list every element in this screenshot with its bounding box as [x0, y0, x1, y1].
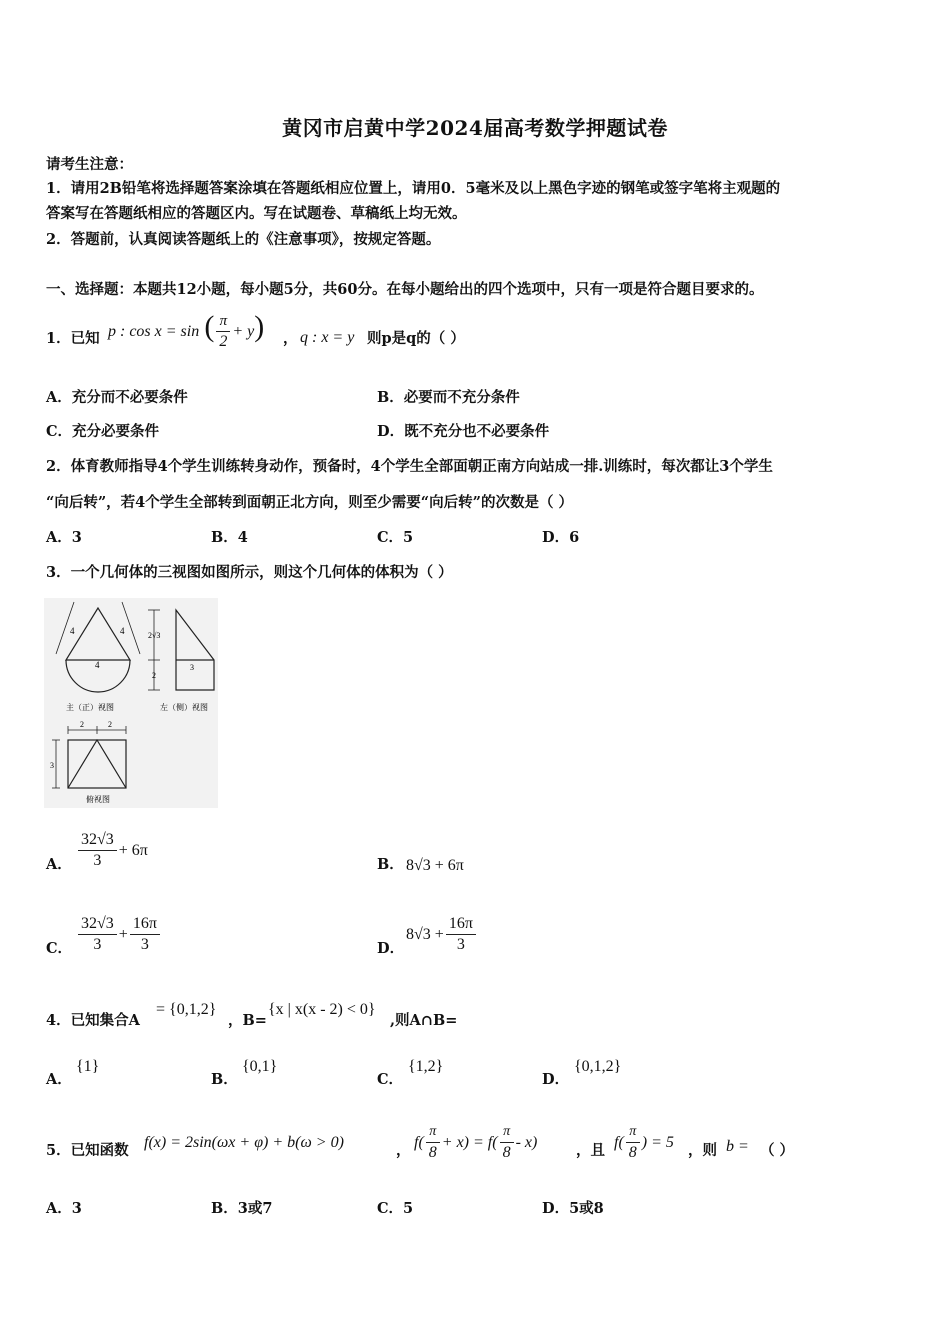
q5-option-c[interactable]: C．5: [377, 1200, 414, 1217]
q3-a-tail: + 6π: [118, 842, 148, 859]
q5-c2-den: 8: [628, 1144, 637, 1161]
notice-item-1-line-1: 1．请用2B铅笔将选择题答案涂填在答题纸相应位置上，请用0．5毫米及以上黑色字迹的钢笔或签字笔将主观题的: [46, 180, 781, 197]
q3-stem: 3．一个几何体的三视图如图所示，则这个几何体的体积为（ ）: [46, 564, 453, 581]
q2-option-a[interactable]: A．3: [46, 529, 82, 546]
q5-function: f(x) = 2sin(ωx + φ) + b(ω > 0): [144, 1134, 344, 1151]
q5-c1-c: - x): [515, 1134, 538, 1151]
q1-p-statement: p : cos x = sin ( $\frac{\pi}{2}$ + y): [108, 310, 265, 350]
q3-option-b-label[interactable]: B．: [377, 856, 404, 873]
q1-comma: ，: [283, 330, 298, 347]
q5-c1-den-2: 8: [502, 1144, 511, 1161]
q2-line-2: “向后转”，若4个学生全部转到面朝正北方向，则至少需要“向后转”的次数是（ ）: [46, 494, 573, 511]
q5-suffix: （ ）: [760, 1142, 795, 1159]
top-dim-3: 3: [50, 761, 54, 770]
q5-option-d[interactable]: D．5或8: [542, 1200, 604, 1217]
q4-set-b: {x | x(x - 2) < 0}: [268, 1001, 376, 1018]
top-dim-2-right: 2: [108, 720, 112, 729]
q5-c2-num: π: [626, 1122, 640, 1143]
q4-suffix: ,则A∩B=: [390, 1012, 458, 1029]
notice-item-2: 2．答题前，认真阅读答题纸上的《注意事项》，按规定答题。: [46, 231, 441, 248]
q5-comma: ，: [396, 1142, 411, 1159]
q3-option-a-expr[interactable]: [76, 830, 148, 871]
front-dim-4-right: 4: [120, 626, 125, 636]
side-dim-2: 2: [152, 671, 156, 680]
q5-option-a[interactable]: A．3: [46, 1200, 82, 1217]
section-1-heading: 一、选择题：本题共12小题，每小题5分，共60分。在每小题给出的四个选项中，只有一项是符合题目要求的。: [46, 281, 764, 298]
q4-option-a[interactable]: {1}: [76, 1058, 100, 1075]
q1-prefix: 1．已知: [46, 330, 100, 347]
q1-option-c[interactable]: C．充分必要条件: [46, 423, 160, 440]
q5-c2-b: ) = 5: [641, 1134, 674, 1151]
q3-d-den: 3: [456, 936, 465, 953]
q4-option-c[interactable]: {1,2}: [408, 1058, 444, 1075]
front-dim-4-bottom: 4: [95, 660, 100, 670]
q4-option-d-label[interactable]: D．: [542, 1071, 570, 1088]
q5-c1-b: + x) = f(: [441, 1134, 498, 1151]
q3-d-num: 16π: [446, 914, 476, 935]
q3-c-num-2: 16π: [130, 914, 160, 935]
q1-option-b[interactable]: B．必要而不充分条件: [377, 389, 520, 406]
q4-option-a-label[interactable]: A．: [46, 1071, 72, 1088]
notice-heading: 请考生注意：: [46, 156, 133, 173]
q3-d-head: 8√3 +: [406, 926, 444, 943]
front-view-label: 主（正）视图: [66, 703, 114, 712]
q3-c-plus: +: [118, 926, 128, 943]
q4-set-a: = {0,1,2}: [156, 1001, 217, 1018]
q1-plus-y: + y: [232, 323, 255, 340]
q4-option-b[interactable]: {0,1}: [242, 1058, 278, 1075]
three-view-figure: [44, 598, 218, 808]
q2-option-b[interactable]: B．4: [211, 529, 248, 546]
q5-condition-1: [414, 1122, 537, 1163]
q3-c-den-1: 3: [93, 936, 102, 953]
side-view-label: 左（侧）视图: [160, 703, 208, 712]
page-title: 黄冈市启黄中学2024届高考数学押题试卷: [282, 116, 668, 140]
q5-condition-2: [614, 1122, 674, 1163]
q5-c1-a: f(: [414, 1134, 424, 1151]
q2-line-1: 2．体育教师指导4个学生训练转身动作，预备时，4个学生全部面朝正南方向站成一排.训练时，每次都让3个学生: [46, 458, 773, 475]
q5-c1-num-2: π: [500, 1122, 514, 1143]
q1-option-d[interactable]: D．既不充分也不必要条件: [377, 423, 550, 440]
q5-option-b[interactable]: B．3或7: [211, 1200, 273, 1217]
front-dim-4-left: 4: [70, 626, 75, 636]
q5-c1-num-1: π: [426, 1122, 440, 1143]
q3-option-a-label[interactable]: A．: [46, 856, 72, 873]
q4-option-c-label[interactable]: C．: [377, 1071, 404, 1088]
top-view-label: 俯视图: [86, 795, 110, 804]
q5-prefix: 5．已知函数: [46, 1142, 129, 1159]
q1-q-expr: q : x = y: [300, 329, 355, 346]
q2-option-c[interactable]: C．5: [377, 529, 414, 546]
q3-option-c-label[interactable]: C．: [46, 940, 73, 957]
q1-frac-den: 2: [219, 333, 228, 350]
q3-a-num: 32√3: [78, 830, 117, 851]
q1-option-a[interactable]: A．充分而不必要条件: [46, 389, 188, 406]
q3-c-den-2: 3: [140, 936, 149, 953]
side-dim-3: 3: [190, 663, 194, 672]
top-dim-2-left: 2: [80, 720, 84, 729]
q4-prefix: 4．已知集合A: [46, 1012, 140, 1029]
side-dim-2sqrt3: 2√3: [148, 631, 161, 640]
q3-option-c-expr[interactable]: [76, 914, 162, 955]
q4-option-b-label[interactable]: B．: [211, 1071, 238, 1088]
q3-option-b-expr[interactable]: 8√3 + 6π: [406, 857, 464, 874]
q4-option-d[interactable]: {0,1,2}: [574, 1058, 622, 1075]
q1-frac-num: π: [216, 311, 230, 332]
notice-item-1-line-2: 答案写在答题纸相应的答题区内。写在试题卷、草稿纸上均无效。: [46, 205, 467, 222]
q3-c-num-1: 32√3: [78, 914, 117, 935]
q1-p-expr: p : cos x = sin: [108, 323, 200, 340]
q5-c2-a: f(: [614, 1134, 624, 1151]
q1-suffix: 则p是q的（ ）: [367, 330, 465, 347]
q5-and: ，且: [576, 1142, 605, 1159]
q2-option-d[interactable]: D．6: [542, 529, 580, 546]
q5-c1-den-1: 8: [428, 1144, 437, 1161]
q5-then: ，则: [688, 1142, 717, 1159]
q3-option-d-label[interactable]: D．: [377, 940, 405, 957]
q4-mid: ，B=: [228, 1012, 267, 1029]
q5-b-eq: b =: [726, 1138, 749, 1155]
q3-option-d-expr[interactable]: [406, 914, 478, 955]
q3-a-den: 3: [93, 852, 102, 869]
